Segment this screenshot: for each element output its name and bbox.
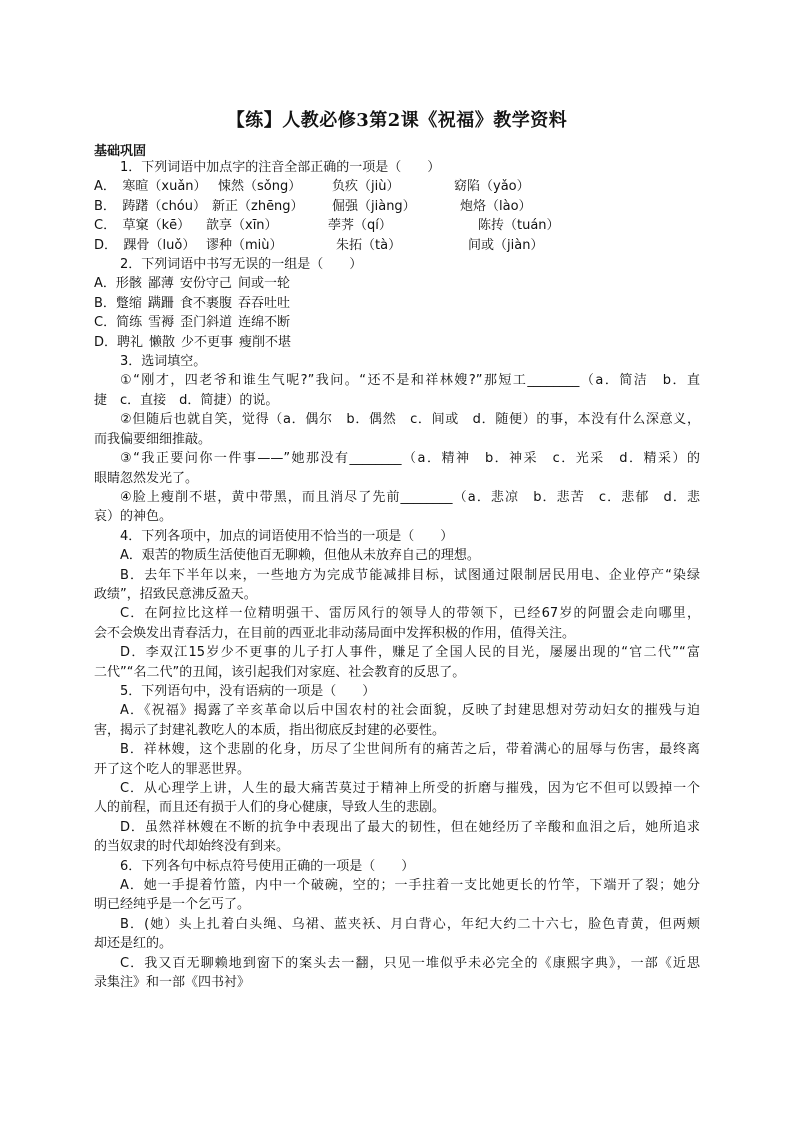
q4-option-b-cont: 政绩”，招致民意沸反盈天。 — [94, 586, 257, 602]
q4-option-d-cont: 二代”“名二代”的丑闻，该引起我们对家庭、社会教育的反思了。 — [94, 664, 466, 680]
q5-option-d: D．虽然祥林嫂在不断的抗争中表现出了最大的韧性，但在她经历了辛酸和血泪之后，她所追求 — [120, 819, 700, 835]
q5-option-b: B．祥林嫂，这个悲剧的化身，历尽了尘世间所有的痛苦之后，带着满心的屈辱与伤害，最终离 — [120, 742, 700, 758]
question-5-stem: 5．下列语句中，没有语病的一项是（ ） — [120, 683, 376, 699]
question-4-stem: 4．下列各项中，加点的词语使用不恰当的一项是（ ） — [120, 528, 454, 544]
option-part: 瘦削不堪 — [239, 334, 292, 350]
q1-option-c — [94, 216, 700, 235]
q5-option-c: C．从心理学上讲，人生的最大痛苦莫过于精神上所受的折磨与摧残，因为它不但可以毁掉一个 — [120, 781, 700, 796]
q2-option-b — [94, 294, 700, 313]
option-part: 谬种（miù） — [206, 237, 283, 253]
option-part: 窈陷（yǎo） — [454, 179, 530, 195]
option-part: 新正（zhēng） — [212, 198, 304, 214]
option-part: 炮烙（lào） — [460, 198, 532, 214]
q1-option-d — [94, 236, 700, 255]
option-part: 食不裹腹 — [179, 295, 232, 311]
option-part: 蹒跚 — [147, 295, 174, 311]
question-3-stem: 3．选词填空。 — [120, 354, 207, 370]
option-part: D．聘礼 — [94, 334, 144, 350]
q6-option-c: C．我又百无聊赖地到窗下的案头去一翻，只见一堆似乎未必完全的《康熙字典》，一部《近思 — [120, 955, 700, 971]
q3-item-1: ①“刚才，四老爷和谁生气呢?”我问。“还不是和祥林嫂?”那短工________（a．简洁 b．直 — [120, 373, 700, 389]
q6-option-a: A．她一手提着竹篮，内中一个破碗，空的；一手拄着一支比她更长的竹竿，下端开了裂；她分 — [120, 878, 700, 894]
q4-option-b: B．去年下半年以来，一些地方为完成节能减排目标，试图通过限制居民用电、企业停产“染绿 — [120, 567, 700, 583]
option-part: 雪褥 — [148, 315, 175, 331]
option-part: 朱拓（tà） — [336, 237, 402, 253]
q5-option-a: A．《祝福》揭露了辛亥革命以后中国农村的社会面貌，反映了封建思想对劳动妇女的摧残与迫 — [120, 703, 700, 719]
q5-option-a-cont: 害，揭示了封建礼教吃人的本质，指出彻底反封建的必要性。 — [94, 722, 446, 738]
option-part: 倔强（jiàng） — [332, 198, 416, 214]
q5-option-c-cont: 人的前程，而且还有损于人们的身心健康，导致人生的悲剧。 — [94, 800, 446, 816]
section-heading: 基础巩固 — [94, 144, 147, 159]
option-part: D． 踝骨（luǒ） — [94, 237, 196, 253]
option-part: 间或一轮 — [237, 276, 290, 292]
q3-item-2: ②但随后也就自笑，觉得（a．偶尔 b．偶然 c．间或 d．随便）的事，本没有什么深意义， — [120, 412, 700, 428]
q5-option-d-cont: 的当奴隶的时代却始终没有到来。 — [94, 839, 290, 855]
option-part: 歪门斜道 — [180, 315, 233, 331]
q3-item-1-cont: 捷 c．直接 d．简捷）的说。 — [94, 392, 279, 408]
option-part: 吞吞吐吐 — [237, 295, 290, 311]
option-part: 少不更事 — [181, 334, 234, 350]
option-part: C．简练 — [94, 315, 143, 331]
question-6-stem: 6．下列各句中标点符号使用正确的一项是（ ） — [120, 858, 415, 874]
page-title: 【练】人教必修3第2课《祝福》教学资料 — [226, 110, 568, 131]
q2-option-d — [94, 333, 700, 352]
q1-option-b — [94, 197, 700, 216]
option-part: C． 草窠（kē） — [94, 218, 191, 234]
q6-option-a-cont: 明已经纯乎是一个乞丐了。 — [94, 897, 251, 913]
q6-option-b-cont: 却还是红的。 — [94, 936, 173, 952]
q3-item-3-cont: 眼睛忽然发光了。 — [94, 470, 199, 486]
q1-option-a — [94, 177, 700, 196]
q6-option-c-cont: 录集注》和一部《四书衬》 — [94, 975, 251, 991]
option-part: 荸荠（qí） — [328, 218, 392, 234]
question-1-stem: 1．下列词语中加点字的注音全部正确的一项是（ ） — [120, 160, 441, 175]
option-part: A．形骸 — [94, 276, 142, 292]
option-part: B．蹩缩 — [94, 295, 142, 311]
option-part: B． 踌躇（chóu） — [94, 198, 206, 214]
option-part: 间或（jiàn） — [468, 237, 544, 253]
q3-item-3: ③“我正要问你一件事——”她那没有________（a．精神 b．神采 c．光采 d．精采）的 — [120, 451, 700, 467]
option-part: 负疚（jiù） — [332, 179, 400, 195]
q2-option-a — [94, 274, 700, 293]
option-part: A． 寒暄（xuǎn） — [94, 179, 207, 195]
q4-option-c: C．在阿拉比这样一位精明强干、雷厉风行的领导人的带领下，已经67岁的阿盟会走向哪里， — [120, 606, 700, 622]
q2-option-c — [94, 313, 700, 332]
q6-option-b: B．(她）头上扎着白头绳、乌裙、蓝夹袄、月白背心，年纪大约二十六七，脸色青黄，但两颊 — [120, 916, 700, 932]
q3-item-4-cont: 哀）的神色。 — [94, 509, 173, 525]
question-2-stem: 2．下列词语中书写无误的一组是（ ） — [120, 257, 363, 273]
q3-item-4: ④脸上瘦削不堪，黄中带黑，而且消尽了先前________（a．悲凉 b．悲苦 c．悲郁 d．悲 — [120, 489, 700, 505]
option-part: 鄙薄 — [147, 276, 174, 292]
option-part: 连绵不断 — [238, 315, 291, 331]
option-part: 歆享（xīn） — [206, 218, 278, 234]
option-part: 懒散 — [149, 334, 176, 350]
q4-option-d: D．李双江15岁少不更事的儿子打人事件，赚足了全国人民的目光，屡屡出现的“官二代”“富 — [120, 645, 700, 661]
option-part: 陈抟（tuán） — [478, 218, 560, 234]
option-part: 安份守己 — [179, 276, 232, 292]
document-body — [94, 158, 700, 992]
option-part: 悚然（sǒng） — [218, 179, 302, 195]
q4-option-c-cont: 会不会焕发出青春活力，在目前的西亚北非动荡局面中发挥积极的作用，值得关注。 — [94, 625, 576, 641]
q5-option-b-cont: 开了这个吃人的罪恶世界。 — [94, 761, 251, 777]
q3-item-2-cont: 而我偏要细细推敲。 — [94, 431, 212, 447]
q4-option-a: A．艰苦的物质生活使他百无聊赖，但他从未放弃自己的理想。 — [120, 548, 480, 564]
